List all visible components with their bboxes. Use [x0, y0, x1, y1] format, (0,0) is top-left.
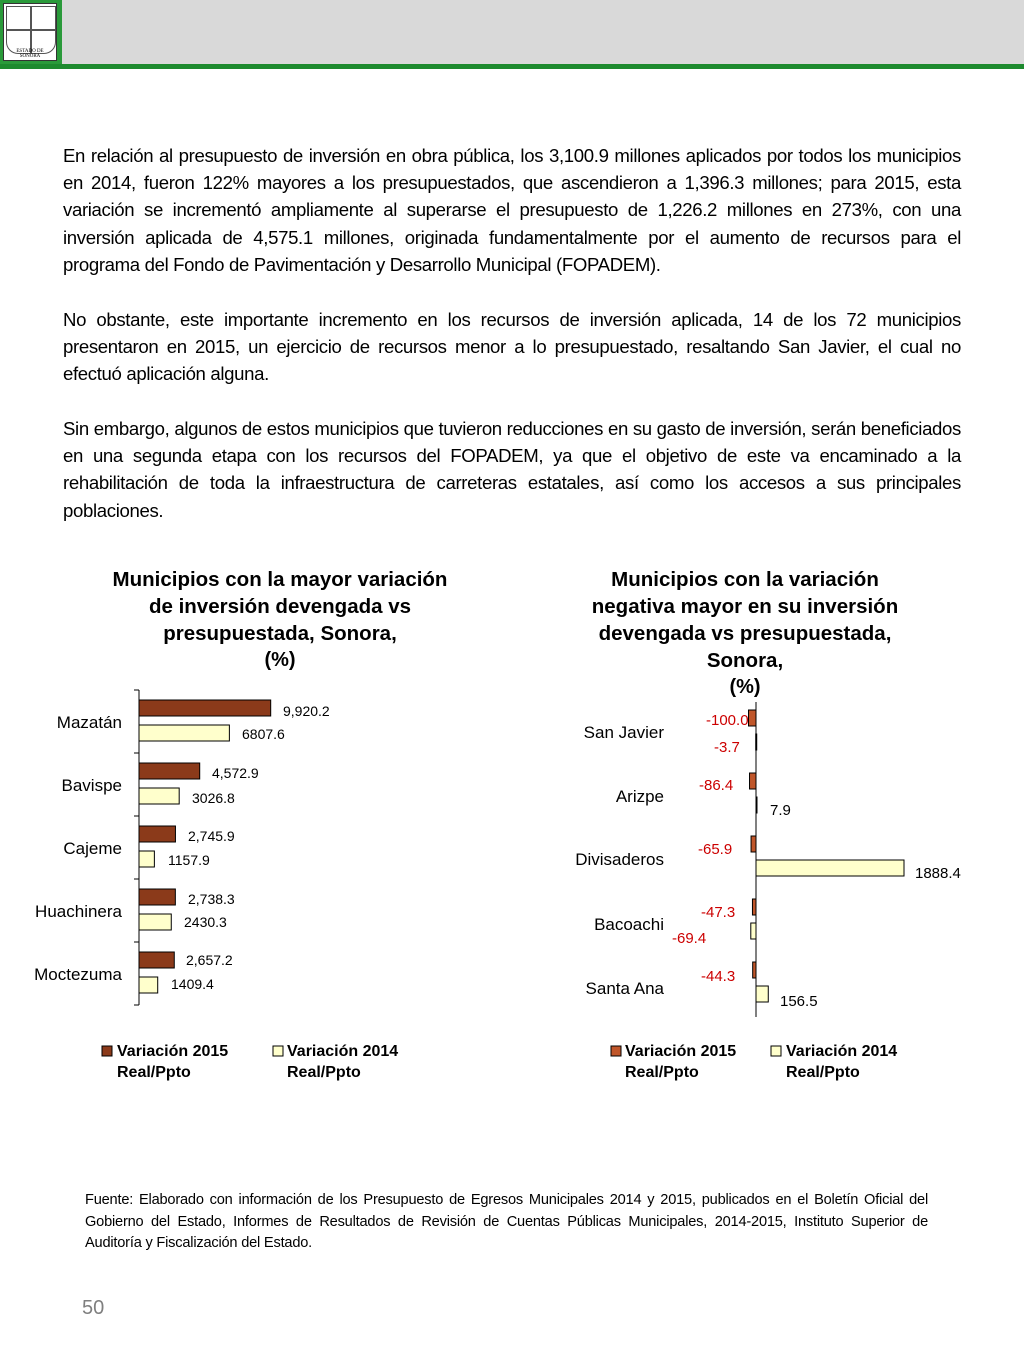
left-bar-2015 — [139, 952, 174, 968]
right-data-label-2015: -44.3 — [701, 968, 736, 985]
left-bar-2015 — [139, 700, 271, 716]
left-data-label-2014: 6807.6 — [242, 726, 285, 742]
right-data-label-2015: -86.4 — [699, 777, 734, 794]
right-data-label-2015: -47.3 — [701, 904, 736, 921]
left-data-label-2014: 2430.3 — [184, 914, 227, 930]
seal-shield — [3, 3, 57, 61]
state-seal-logo — [0, 0, 62, 64]
left-bar-2014 — [139, 851, 154, 867]
left-data-label-2014: 1409.4 — [171, 976, 214, 992]
header-rule — [0, 64, 1024, 69]
left-category-label: Mazatán — [56, 713, 122, 732]
right-data-label-2015: -65.9 — [698, 841, 733, 858]
right-title-line: Municipios con la variación — [611, 568, 879, 591]
right-data-label-2014: 156.5 — [780, 993, 818, 1010]
right-bar-2014 — [756, 734, 757, 750]
right-legend-label-2014-line2: Real/Ppto — [786, 1064, 860, 1081]
left-bar-2014 — [139, 725, 229, 741]
right-bar-2014 — [756, 797, 757, 813]
left-legend-label-2014: Variación 2014 — [287, 1043, 399, 1060]
right-data-label-2014: -69.4 — [672, 930, 707, 947]
left-category-label: Bavispe — [61, 776, 122, 795]
left-bar-2014 — [139, 977, 158, 993]
left-legend-swatch-2014 — [273, 1046, 283, 1056]
right-category-label: San Javier — [583, 723, 664, 742]
paragraph-3: Sin embargo, algunos de estos municipios que tuvieron reducciones en su gasto de inversión, serán beneficiados en una segunda etapa con los recursos del FOPADEM, ya que el objetivo de este va encaminado a la rehabilitación de toda la infraestructura de carreteras estatales, así como los accesos a sus principales poblaciones. — [63, 418, 961, 521]
left-chart-unit: (%) — [264, 649, 296, 671]
right-bar-2015 — [752, 899, 756, 915]
right-legend-swatch-2014 — [771, 1046, 781, 1056]
left-legend-swatch-2015 — [102, 1046, 112, 1056]
seal-text: ESTADO DE SONORA — [16, 49, 44, 59]
right-bar-2015 — [751, 836, 756, 852]
left-bar-2015 — [139, 763, 200, 779]
right-category-label: Bacoachi — [594, 915, 664, 934]
right-data-label-2014: -3.7 — [714, 739, 740, 756]
left-data-label-2015: 2,657.2 — [186, 952, 233, 968]
left-bar-2014 — [139, 788, 179, 804]
right-title-line: devengada vs presupuestada, — [598, 622, 892, 645]
left-bar-2014 — [139, 914, 171, 930]
right-bar-2015 — [749, 710, 757, 726]
source-note: Fuente: Elaborado con información de los Presupuesto de Egresos Municipales 2014 y 2015, publicados en el Boletín Oficial del Gobierno del Estado, Informes de Resultados de Revisión de Cuentas Públicas Municipales, 2014-2015, Instituto Superior de Auditoría y Fiscalización del Estado. — [85, 1192, 928, 1251]
right-category-label: Santa Ana — [585, 979, 664, 998]
left-data-label-2015: 4,572.9 — [212, 765, 259, 781]
left-data-label-2014: 1157.9 — [168, 852, 210, 868]
right-legend-swatch-2015 — [611, 1046, 621, 1056]
right-bar-chart — [512, 680, 1024, 1100]
left-category-label: Cajeme — [63, 839, 122, 858]
right-legend-label-2014: Variación 2014 — [786, 1043, 898, 1060]
right-legend-label-2015: Variación 2015 — [625, 1043, 737, 1060]
left-data-label-2015: 2,738.3 — [188, 891, 235, 907]
right-data-label-2014: 7.9 — [770, 802, 791, 819]
left-bar-2015 — [139, 826, 175, 842]
header-bar — [0, 0, 1024, 64]
left-title-line: Municipios con la mayor variación — [112, 568, 448, 591]
seal-quadrant-icon — [6, 6, 31, 30]
right-bar-2015 — [750, 773, 756, 789]
left-category-label: Moctezuma — [34, 965, 122, 984]
right-bar-2015 — [753, 962, 756, 978]
left-title-line: de inversión devengada vs — [148, 595, 412, 618]
page-number: 50 — [82, 1297, 105, 1319]
left-category-label: Huachinera — [35, 902, 122, 921]
left-data-label-2015: 2,745.9 — [188, 828, 235, 844]
right-data-label-2015: -100.0 — [706, 712, 749, 729]
right-category-label: Arizpe — [615, 787, 664, 806]
right-title-line: negativa mayor en su inversión — [591, 595, 899, 618]
right-bar-2014 — [751, 923, 756, 939]
left-legend-label-2015: Variación 2015 — [117, 1043, 229, 1060]
right-legend-label-2015-line2: Real/Ppto — [625, 1064, 699, 1081]
seal-quadrant-icon — [31, 6, 56, 30]
left-bar-chart — [0, 680, 512, 1100]
left-legend-label-2014-line2: Real/Ppto — [287, 1064, 361, 1081]
left-chart-title — [70, 566, 490, 674]
right-category-label: Divisaderos — [575, 850, 664, 869]
left-data-label-2015: 9,920.2 — [283, 703, 330, 719]
left-data-label-2014: 3026.8 — [192, 790, 235, 806]
right-bar-2014 — [756, 860, 904, 876]
right-chart-unit: (%) — [729, 676, 761, 698]
right-bar-2014 — [756, 986, 768, 1002]
left-bar-2015 — [139, 889, 175, 905]
right-title-line: Sonora, — [706, 649, 784, 672]
paragraph-1: En relación al presupuesto de inversión en obra pública, los 3,100.9 millones aplicados por todos los municipios en 2014, fueron 122% mayores a los presupuestados, que ascendieron a 1,396.3 millones; para 2015, esta variación se incrementó ampliamente al superarse el presupuesto de 1,226.2 millones en 273%, con una inversión aplicada de 4,575.1 millones, originada fundamentalmente por el aumento de recursos para el programa del Fondo de Pavimentación y Desarrollo Municipal (FOPADEM). — [63, 145, 961, 275]
right-data-label-2014: 1888.4 — [915, 865, 961, 882]
left-title-line: presupuestada, Sonora, — [163, 622, 397, 645]
left-legend-label-2015-line2: Real/Ppto — [117, 1064, 191, 1081]
paragraph-2: No obstante, este importante incremento en los recursos de inversión aplicada, 14 de los 72 municipios presentaron en 2015, un ejercicio de recursos menor a lo presupuestado, resaltando San Javier, el cual no efectuó aplicación alguna. — [63, 309, 961, 385]
